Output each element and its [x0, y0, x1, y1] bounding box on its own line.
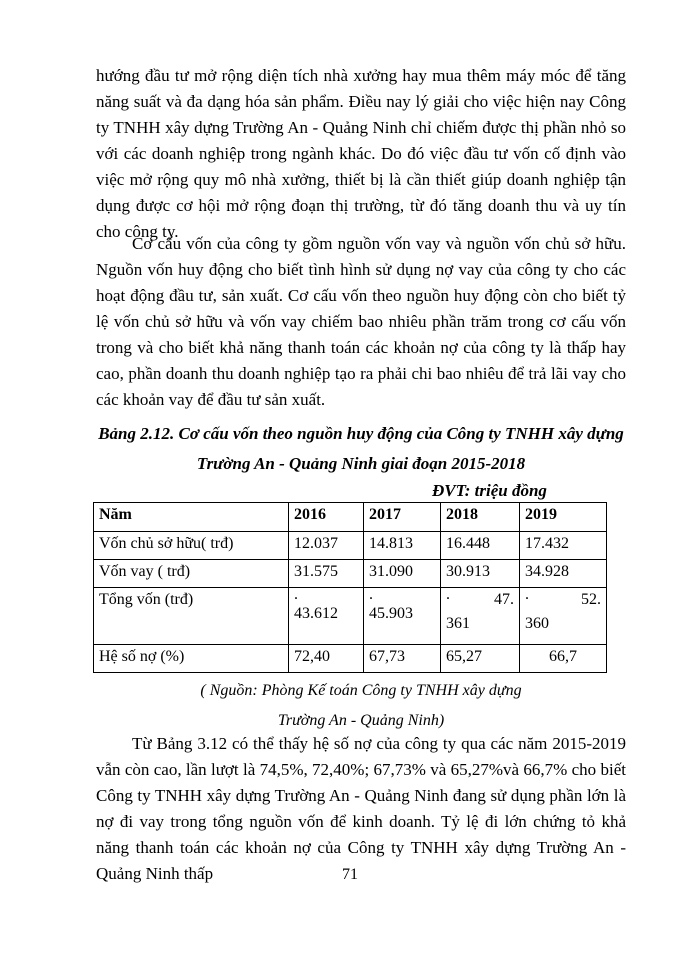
cell-value-part2: 360 [525, 615, 549, 632]
table-cell: 31.575 [289, 560, 364, 588]
table-cell: 72,40 [289, 645, 364, 673]
table-caption-line2: Trường An - Quảng Ninh giai đoạn 2015-2018 [196, 454, 526, 473]
table-cell [520, 588, 607, 645]
table-cell [364, 588, 441, 645]
cell-dot: . [294, 586, 298, 603]
table-row [94, 588, 607, 645]
cell-value: 43.612 [294, 605, 338, 622]
table-row [94, 560, 607, 588]
table-cell: 66,7 [520, 645, 607, 673]
table-row [94, 532, 607, 560]
table-cell: 34.928 [520, 560, 607, 588]
table-cell: 67,73 [364, 645, 441, 673]
table-cell: 31.090 [364, 560, 441, 588]
table-cell [441, 588, 520, 645]
capital-structure-table [93, 502, 607, 673]
cell-dot: . [446, 586, 450, 603]
row-label: Vốn vay ( trđ) [94, 560, 289, 588]
header-cell: 2019 [520, 503, 607, 532]
table-source [96, 676, 626, 736]
table-caption-line1: Bảng 2.12. Cơ cấu vốn theo nguồn huy động của Công ty TNHH xây dựng [98, 424, 624, 443]
table-cell: 65,27 [441, 645, 520, 673]
header-cell: 2016 [289, 503, 364, 532]
header-cell: Năm [94, 503, 289, 532]
table-cell [289, 588, 364, 645]
table-cell: 14.813 [364, 532, 441, 560]
paragraph-intro: hướng đầu tư mở rộng diện tích nhà xưởng hay mua thêm máy móc để tăng năng suất và đa dạng hóa sản phẩm. Điều nay lý giải cho việc hiện nay Công ty TNHH xây dựng Trường An - Quảng Ninh chỉ chiếm được thị phần nhỏ so với các doanh nghiệp trong ngành khác. Do đó việc đầu tư vốn cố định vào việc mở rộng quy mô nhà xưởng, thiết bị là cần thiết giúp doanh nghiệp tận dụng được cơ hội mở rộng đoạn thị trường, từ đó tăng doanh thu và uy tín cho công ty. [96, 66, 626, 241]
cell-value-part2: 361 [446, 615, 470, 632]
table-source-line2: Trường An - Quảng Ninh) [277, 712, 445, 729]
cell-value: 45.903 [369, 605, 413, 622]
table-unit: ĐVT: triệu đồng [432, 481, 547, 500]
paragraph-analysis: Từ Bảng 3.12 có thể thấy hệ số nợ của công ty qua các năm 2015-2019 vẫn còn cao, lần lượt là 74,5%, 72,40%; 67,73% và 65,27%và 66,7% cho biết Công ty TNHH xây dựng Trường An - Quảng Ninh đang sử dụng phần lớn là nợ đi vay trong tổng nguồn vốn để kinh doanh. Tỷ lệ đi lớn chứng tỏ khả năng thanh toán các khoản nợ của Công ty TNHH xây dựng Trường An - Quảng Ninh thấp [96, 734, 626, 883]
table-cell: 16.448 [441, 532, 520, 560]
table-source-line1: ( Nguồn: Phòng Kế toán Công ty TNHH xây dựng [200, 682, 522, 699]
table-cell: 30.913 [441, 560, 520, 588]
cell-value-part1: 52. [581, 591, 601, 608]
table-row [94, 645, 607, 673]
cell-value-part1: 47. [494, 591, 514, 608]
table-caption [96, 419, 626, 479]
header-cell: 2017 [364, 503, 441, 532]
page-number: 71 [342, 866, 358, 883]
row-label: Vốn chủ sở hữu( trđ) [94, 532, 289, 560]
row-label: Tổng vốn (trđ) [94, 588, 289, 645]
cell-dot: . [369, 586, 373, 603]
table-header-row [94, 503, 607, 532]
header-cell: 2018 [441, 503, 520, 532]
cell-dot: . [525, 586, 529, 603]
table-cell: 12.037 [289, 532, 364, 560]
table-cell: 17.432 [520, 532, 607, 560]
paragraph-capital-structure: Cơ cấu vốn của công ty gồm nguồn vốn vay và nguồn vốn chủ sở hữu. Nguồn vốn huy động cho biết tình hình sử dụng nợ vay của công ty cho các hoạt động đầu tư, sản xuất. Cơ cấu vốn theo nguồn huy động còn cho biết tỷ lệ vốn chủ sở hữu và vốn vay chiếm bao nhiêu phần trăm trong cơ cấu vốn trong và cho biết khả năng thanh toán các khoản nợ của công ty là thấp hay cao, phần doanh thu doanh nghiệp tạo ra phải chi bao nhiêu để trả lãi vay cho các khoản vay để đầu tư sản xuất. [96, 234, 626, 409]
row-label: Hệ số nợ (%) [94, 645, 289, 673]
